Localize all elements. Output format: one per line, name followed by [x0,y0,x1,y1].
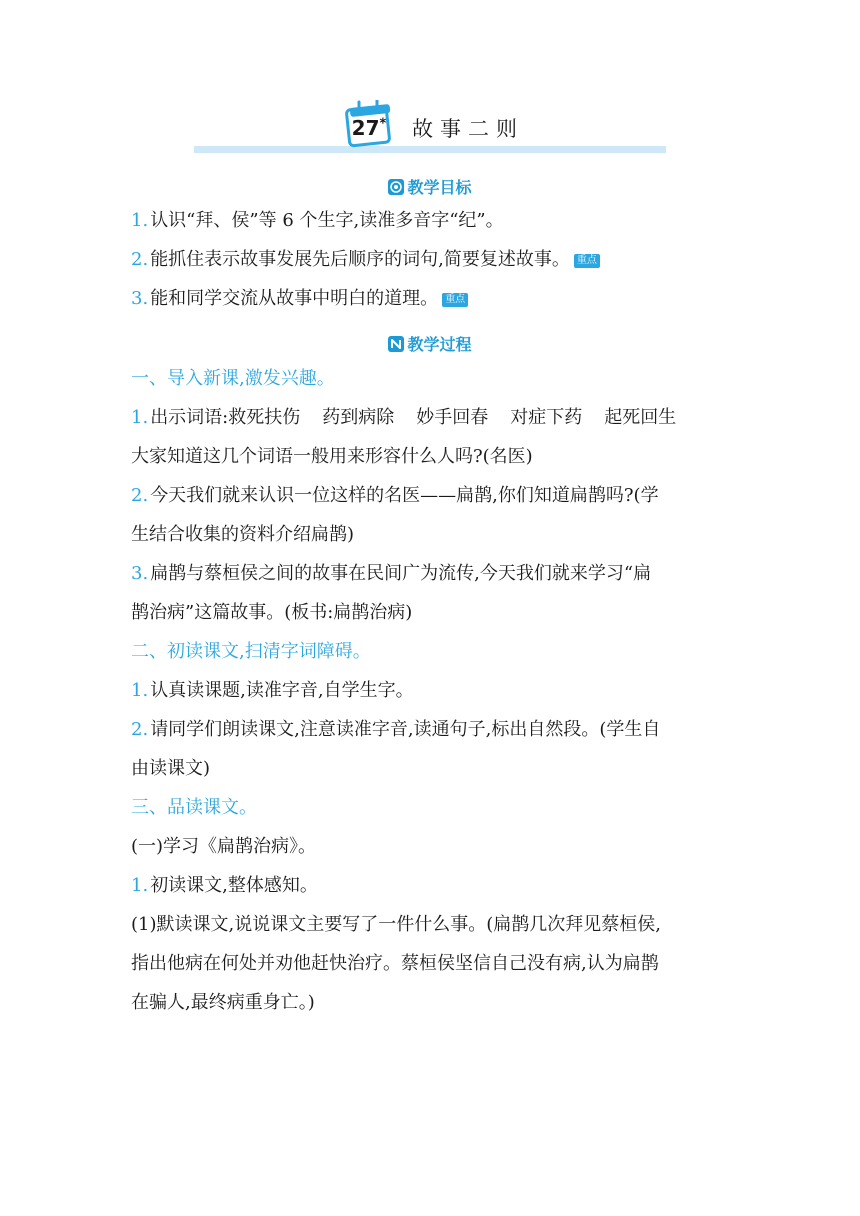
key-point-badge: 重点 [442,293,468,307]
part2-title: 二、初读课文,扫清字词障碍。 [131,641,371,662]
objective-number: 3. [131,288,149,309]
item-text: 今天我们就来认识一位这样的名医——扁鹊,你们知道扁鹊吗?(学 [150,485,659,506]
item-text: 认真读课题,读准字音,自学生字。 [150,680,414,701]
part3-question-1: (1)默读课文,说说课文主要写了一件什么事。(扁鹊几次拜见蔡桓侯, [131,914,661,935]
item-number: 3. [131,563,149,584]
process-heading [0,332,860,355]
lesson-header [194,96,666,158]
item-number: 1. [131,407,149,428]
lesson-title: 故事二则 [412,117,524,141]
lesson-number-value: 27 [351,116,380,140]
part1-title: 一、导入新课,激发兴趣。 [131,368,335,389]
process-heading-text: 教学过程 [407,335,472,354]
process-icon [388,336,404,352]
part1-item-1-line2: 大家知道这几个词语一般用来形容什么人吗?(名医) [131,446,533,467]
item-prefix: 出示词语: [150,407,229,428]
objective-number: 1. [131,210,149,231]
objective-item-3 [131,288,731,310]
objective-number: 2. [131,249,149,270]
item-number: 1. [131,875,149,896]
part1-item-2 [131,485,731,507]
item-text: 扁鹊与蔡桓侯之间的故事在民间广为流传,今天我们就来学习“扁 [150,563,652,584]
part3-title: 三、品读课文。 [131,797,257,818]
header-underline [194,146,666,153]
target-icon [388,179,404,195]
part2-item-2-line2: 由读课文) [131,758,211,779]
word-2: 药到病除 [322,407,395,428]
objectives-heading-text: 教学目标 [407,178,472,197]
part3-question-1-line3: 在骗人,最终病重身亡。) [131,992,315,1013]
lesson-number [347,116,391,140]
part3-item-1 [131,875,731,897]
part1-item-3-line2: 鹊治病”这篇故事。(板书:扁鹊治病) [131,602,413,623]
objective-text: 能和同学交流从故事中明白的道理。 [150,288,439,309]
key-point-badge: 重点 [574,254,600,268]
word-3: 妙手回春 [416,407,489,428]
item-number: 2. [131,719,149,740]
item-text: 初读课文,整体感知。 [150,875,318,896]
objective-item-2 [131,249,731,271]
word-1: 救死扶伤 [228,407,301,428]
part3-question-1-line2: 指出他病在何处并劝他赶快治疗。蔡桓侯坚信自己没有病,认为扁鹊 [131,953,659,974]
objective-item-1 [131,210,731,232]
word-5: 起死回生 [604,407,677,428]
part1-item-2-line2: 生结合收集的资料介绍扁鹊) [131,524,355,545]
item-number: 1. [131,680,149,701]
word-4: 对症下药 [510,407,583,428]
part2-item-1 [131,680,731,702]
objective-text: 认识“拜、侯”等 6 个生字,读准多音字“纪”。 [150,210,504,231]
part3-sub-1: (一)学习《扁鹊治病》。 [131,836,317,857]
item-number: 2. [131,485,149,506]
part1-item-1 [131,407,731,429]
objectives-heading [0,175,860,198]
part1-item-3 [131,563,731,585]
item-text: 请同学们朗读课文,注意读准字音,读通句子,标出自然段。(学生自 [150,719,661,740]
part2-item-2 [131,719,731,741]
lesson-star: * [379,116,387,132]
objective-text: 能抓住表示故事发展先后顺序的词句,简要复述故事。 [150,249,570,270]
